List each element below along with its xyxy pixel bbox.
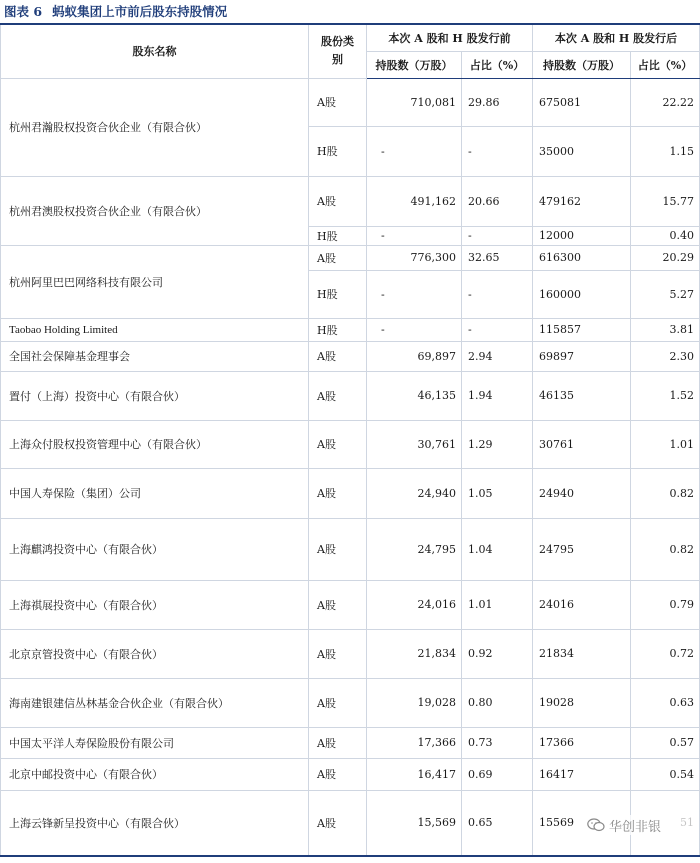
header-before-shares: 持股数（万股） (367, 51, 462, 78)
before-shares: 46,135 (367, 371, 462, 420)
header-share-class-line2: 别 (332, 53, 343, 67)
before-ratio: 0.92 (462, 629, 533, 678)
share-class: A股 (309, 790, 367, 856)
header-before-issue: 本次 A 股和 H 股发行前 (367, 24, 533, 51)
header-before-ratio: 占比（%） (462, 51, 533, 78)
shareholder-name: 杭州君瀚股权投资合伙企业（有限合伙） (1, 78, 309, 176)
shareholder-name: 北京京管投资中心（有限合伙） (1, 629, 309, 678)
share-class: H股 (309, 318, 367, 341)
share-class: H股 (309, 126, 367, 176)
before-shares: 19,028 (367, 678, 462, 727)
after-shares: 675081 (533, 78, 631, 126)
before-ratio: 0.65 (462, 790, 533, 856)
before-shares: 24,940 (367, 468, 462, 518)
table-row (1, 629, 700, 678)
after-shares: 24940 (533, 468, 631, 518)
share-class: H股 (309, 226, 367, 245)
before-ratio: 32.65 (462, 245, 533, 270)
before-ratio: 29.86 (462, 78, 533, 126)
before-shares: 776,300 (367, 245, 462, 270)
after-shares: 19028 (533, 678, 631, 727)
after-ratio: 0.79 (631, 580, 700, 629)
shareholder-name: 中国人寿保险（集团）公司 (1, 468, 309, 518)
before-shares: - (367, 126, 462, 176)
before-ratio: 20.66 (462, 176, 533, 226)
after-ratio: 0.72 (631, 629, 700, 678)
watermark-text: 华创非银 (609, 819, 662, 835)
header-shareholder: 股东名称 (1, 24, 309, 78)
table-row (1, 371, 700, 420)
before-ratio: - (462, 270, 533, 318)
before-shares: - (367, 270, 462, 318)
after-ratio: 5.27 (631, 270, 700, 318)
share-class: A股 (309, 678, 367, 727)
share-class: A股 (309, 758, 367, 790)
after-shares: 616300 (533, 245, 631, 270)
share-class: A股 (309, 78, 367, 126)
shareholder-name: 全国社会保障基金理事会 (1, 341, 309, 371)
figure-caption: 蚂蚁集团上市前后股东持股情况 (52, 4, 228, 19)
share-class: A股 (309, 629, 367, 678)
watermark (587, 815, 699, 835)
after-shares: 24016 (533, 580, 631, 629)
before-shares: - (367, 318, 462, 341)
after-shares: 12000 (533, 226, 631, 245)
before-ratio: - (462, 126, 533, 176)
shareholder-name: 上海众付股权投资管理中心（有限合伙） (1, 420, 309, 468)
shareholder-name: 上海麒鸿投资中心（有限合伙） (1, 518, 309, 580)
figure-title (4, 2, 237, 22)
share-class: A股 (309, 518, 367, 580)
after-shares: 115857 (533, 318, 631, 341)
before-ratio: 2.94 (462, 341, 533, 371)
after-ratio: 1.52 (631, 371, 700, 420)
after-ratio: 3.81 (631, 318, 700, 341)
shareholder-name: 置付（上海）投资中心（有限合伙） (1, 371, 309, 420)
header-share-class (309, 24, 367, 78)
shareholder-name: 上海云锋新呈投资中心（有限合伙） (1, 790, 309, 856)
after-ratio: 0.57 (631, 727, 700, 758)
share-class: A股 (309, 580, 367, 629)
after-shares: 24795 (533, 518, 631, 580)
shareholder-name: 杭州阿里巴巴网络科技有限公司 (1, 245, 309, 318)
before-ratio: 0.73 (462, 727, 533, 758)
share-class: A股 (309, 727, 367, 758)
shareholder-name: Taobao Holding Limited (1, 318, 309, 341)
before-shares: 30,761 (367, 420, 462, 468)
table-row (1, 518, 700, 580)
table-row (1, 580, 700, 629)
before-shares: 491,162 (367, 176, 462, 226)
before-shares: 24,795 (367, 518, 462, 580)
after-shares: 17366 (533, 727, 631, 758)
header-after-issue: 本次 A 股和 H 股发行后 (533, 24, 700, 51)
header-share-class-line1: 股份类 (321, 35, 354, 49)
shareholder-name: 杭州君澳股权投资合伙企业（有限合伙） (1, 176, 309, 245)
before-shares: 15,569 (367, 790, 462, 856)
before-shares: 24,016 (367, 580, 462, 629)
share-class: A股 (309, 341, 367, 371)
table-row (1, 176, 700, 226)
before-shares: 69,897 (367, 341, 462, 371)
header-after-ratio: 占比（%） (631, 51, 700, 78)
before-ratio: - (462, 226, 533, 245)
after-ratio: 0.82 (631, 468, 700, 518)
after-shares: 15569 (533, 790, 631, 856)
before-shares: 21,834 (367, 629, 462, 678)
before-ratio: 1.29 (462, 420, 533, 468)
shareholder-name: 上海祺展投资中心（有限合伙） (1, 580, 309, 629)
share-class: A股 (309, 245, 367, 270)
after-ratio: 1.15 (631, 126, 700, 176)
after-ratio: 15.77 (631, 176, 700, 226)
share-class: A股 (309, 468, 367, 518)
before-shares: 710,081 (367, 78, 462, 126)
after-shares: 30761 (533, 420, 631, 468)
table-row (1, 245, 700, 270)
after-ratio: 0.82 (631, 518, 700, 580)
shareholding-table (0, 23, 700, 857)
share-class: A股 (309, 176, 367, 226)
share-class: A股 (309, 420, 367, 468)
after-shares: 35000 (533, 126, 631, 176)
after-shares: 46135 (533, 371, 631, 420)
header-after-shares: 持股数（万股） (533, 51, 631, 78)
table-row (1, 727, 700, 758)
after-ratio: 2.30 (631, 341, 700, 371)
before-ratio: 1.94 (462, 371, 533, 420)
after-shares: 16417 (533, 758, 631, 790)
table-row (1, 341, 700, 371)
after-shares: 479162 (533, 176, 631, 226)
before-ratio: 1.01 (462, 580, 533, 629)
shareholder-name: 中国太平洋人寿保险股份有限公司 (1, 727, 309, 758)
table-row (1, 468, 700, 518)
table-row (1, 420, 700, 468)
after-shares: 69897 (533, 341, 631, 371)
table-row (1, 758, 700, 790)
before-ratio: 0.69 (462, 758, 533, 790)
before-ratio: 1.04 (462, 518, 533, 580)
before-shares: 17,366 (367, 727, 462, 758)
before-shares: - (367, 226, 462, 245)
table-row (1, 318, 700, 341)
after-ratio: 22.22 (631, 78, 700, 126)
after-ratio: 0.40 (631, 226, 700, 245)
table-row (1, 678, 700, 727)
shareholder-name: 北京中邮投资中心（有限合伙） (1, 758, 309, 790)
before-ratio: 1.05 (462, 468, 533, 518)
before-shares: 16,417 (367, 758, 462, 790)
after-shares: 160000 (533, 270, 631, 318)
figure-number: 图表 6 (4, 4, 43, 19)
table-row (1, 78, 700, 126)
after-ratio: 1.01 (631, 420, 700, 468)
after-ratio: 0.63 (631, 678, 700, 727)
after-ratio: 0.54 (631, 758, 700, 790)
after-shares: 21834 (533, 629, 631, 678)
before-ratio: - (462, 318, 533, 341)
after-ratio: 20.29 (631, 245, 700, 270)
share-class: A股 (309, 371, 367, 420)
share-class: H股 (309, 270, 367, 318)
before-ratio: 0.80 (462, 678, 533, 727)
wechat-icon (587, 818, 605, 832)
shareholder-name: 海南建银建信丛林基金合伙企业（有限合伙） (1, 678, 309, 727)
